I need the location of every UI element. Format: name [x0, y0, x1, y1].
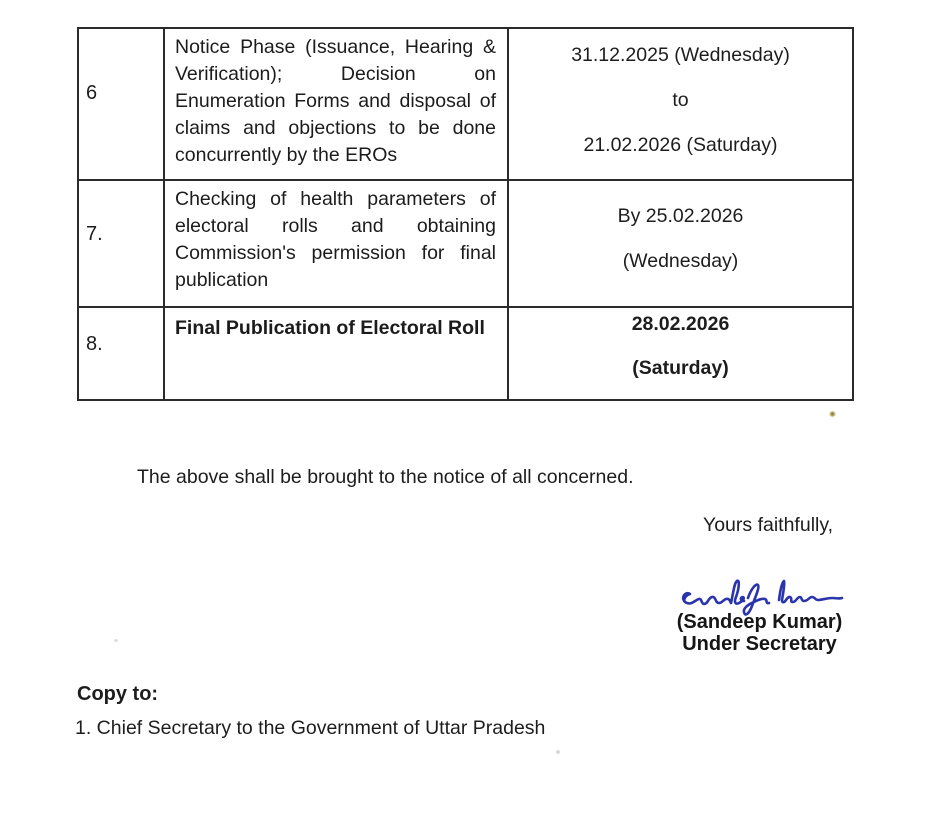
notice-statement: The above shall be brought to the notice of all concerned.: [137, 466, 634, 488]
table-row8-activity: Final Publication of Electoral Roll: [165, 308, 509, 399]
schedule-line: By 25.02.2026: [617, 205, 744, 227]
table-row8-schedule: [509, 308, 852, 399]
schedule-line: (Saturday): [632, 357, 729, 379]
schedule-line: (Wednesday): [622, 250, 739, 272]
schedule-line: 28.02.2026: [631, 313, 730, 335]
scan-speck: [829, 411, 836, 417]
signature-block: [652, 572, 867, 655]
table-row7-serial: 7.: [79, 181, 165, 308]
schedule-table: [77, 27, 854, 401]
table-row6-activity: Notice Phase (Issuance, Hearing & Verification); Decision on Enumeration Forms and disposal of claims and objections to be done concurrently by the EROs: [165, 29, 509, 181]
closing-salutation: Yours faithfully,: [703, 514, 834, 536]
schedule-line: 21.02.2026 (Saturday): [583, 134, 778, 156]
table-row7-activity: Checking of health parameters of electoral rolls and obtaining Commission's permission for final publication: [165, 181, 509, 308]
signatory-designation: Under Secretary: [682, 633, 837, 655]
table-row8-serial: 8.: [79, 308, 165, 399]
copy-to-item: 1. Chief Secretary to the Government of Uttar Pradesh: [75, 717, 546, 739]
schedule-line: to: [672, 89, 689, 111]
table-row7-schedule: [509, 181, 852, 308]
scan-speck: [114, 639, 118, 642]
table-row6-schedule: [509, 29, 852, 181]
schedule-line: 31.12.2025 (Wednesday): [571, 44, 790, 66]
signatory-name: (Sandeep Kumar): [676, 611, 843, 633]
copy-to-label: Copy to:: [77, 683, 159, 705]
table-row6-serial: 6: [79, 29, 165, 181]
scan-speck: [556, 750, 560, 754]
